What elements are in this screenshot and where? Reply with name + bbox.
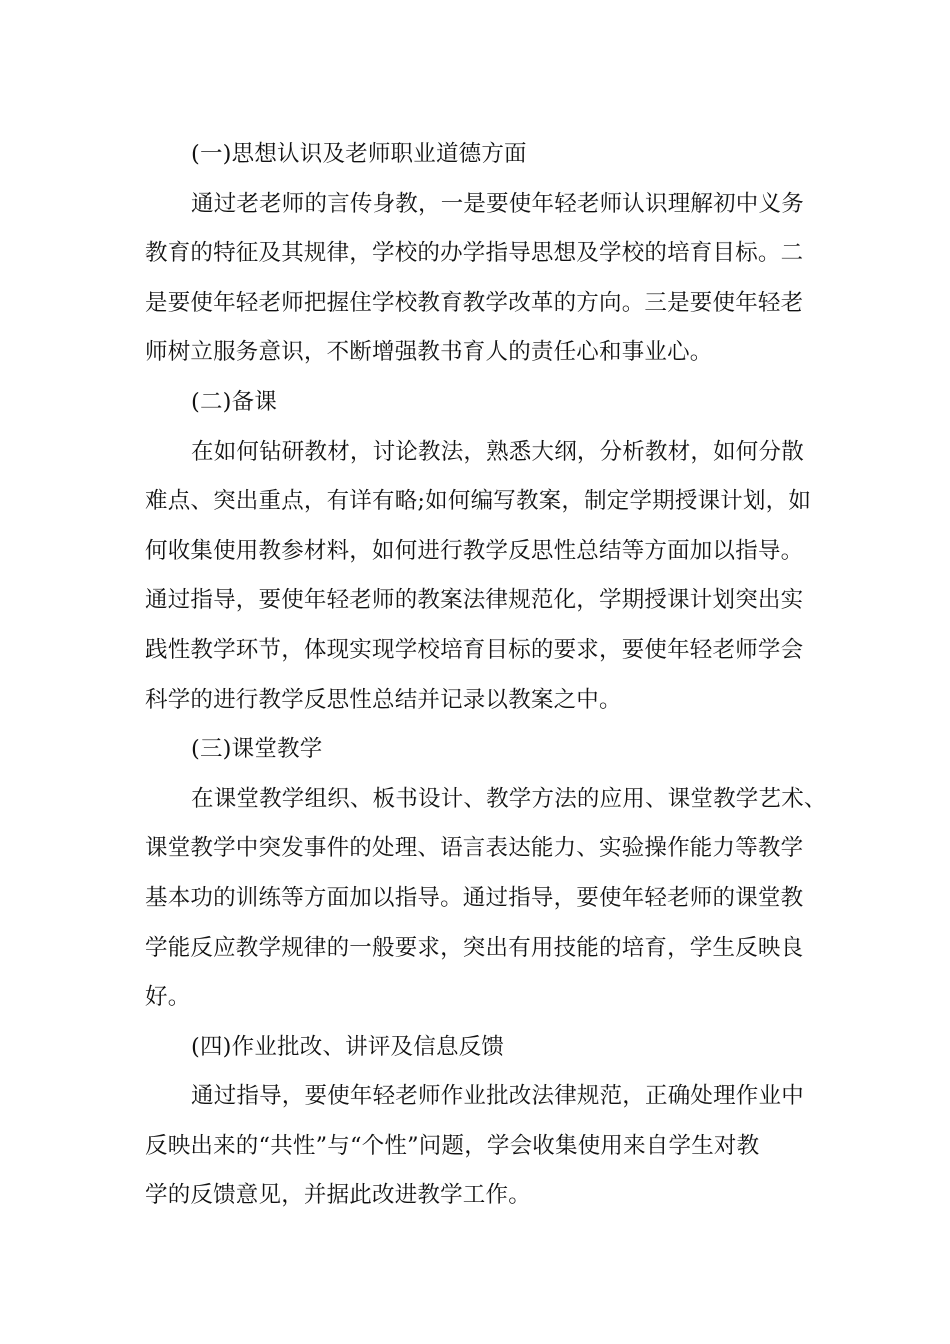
paragraph-line: 学的反馈意见，并据此改进教学工作。 — [145, 1182, 531, 1209]
paragraph-line: 科学的进行教学反思性总结并记录以教案之中。 — [145, 686, 622, 713]
paragraph-line: 师树立服务意识，不断增强教书育人的责任心和事业心。 — [145, 339, 713, 366]
paragraph-line: 反映出来的“共性”与“个性”问题，学会收集使用来自学生对教 — [145, 1132, 760, 1159]
paragraph-line: 课堂教学中突发事件的处理、语言表达能力、实验操作能力等教学 — [145, 835, 804, 862]
paragraph-line: 在课堂教学组织、板书设计、教学方法的应用、课堂教学艺术、 — [191, 785, 827, 812]
paragraph-line: 在如何钻研教材，讨论教法，熟悉大纲，分析教材，如何分散 — [191, 438, 804, 465]
paragraph-line: 通过指导，要使年轻老师的教案法律规范化，学期授课计划突出实 — [145, 587, 804, 614]
paragraph-line: 践性教学环节，体现实现学校培育目标的要求，要使年轻老师学会 — [145, 636, 804, 663]
section-heading-1: (一)思想认识及老师职业道德方面 — [191, 141, 527, 167]
paragraph-line: 通过指导，要使年轻老师作业批改法律规范，正确处理作业中 — [191, 1083, 804, 1110]
paragraph-line: 好。 — [145, 984, 191, 1011]
paragraph-line: 是要使年轻老师把握住学校教育教学改革的方向。三是要使年轻老 — [145, 289, 804, 316]
section-heading-4: (四)作业批改、讲评及信息反馈 — [191, 1033, 505, 1060]
paragraph-line: 难点、突出重点，有详有略;如何编写教案，制定学期授课计划，如 — [145, 488, 812, 515]
paragraph-line: 学能反应教学规律的一般要求，突出有用技能的培育，学生反映良 — [145, 934, 804, 961]
section-heading-3: (三)课堂教学 — [191, 736, 323, 763]
section-heading-2: (二)备课 — [191, 388, 278, 415]
paragraph-line: 基本功的训练等方面加以指导。通过指导，要使年轻老师的课堂教 — [145, 884, 804, 911]
paragraph-line: 通过老老师的言传身教，一是要使年轻老师认识理解初中义务 — [191, 190, 804, 217]
document-body — [145, 130, 827, 1221]
paragraph-line: 何收集使用教参材料，如何进行教学反思性总结等方面加以指导。 — [145, 537, 804, 564]
paragraph-line: 教育的特征及其规律，学校的办学指导思想及学校的培育目标。二 — [145, 240, 804, 267]
